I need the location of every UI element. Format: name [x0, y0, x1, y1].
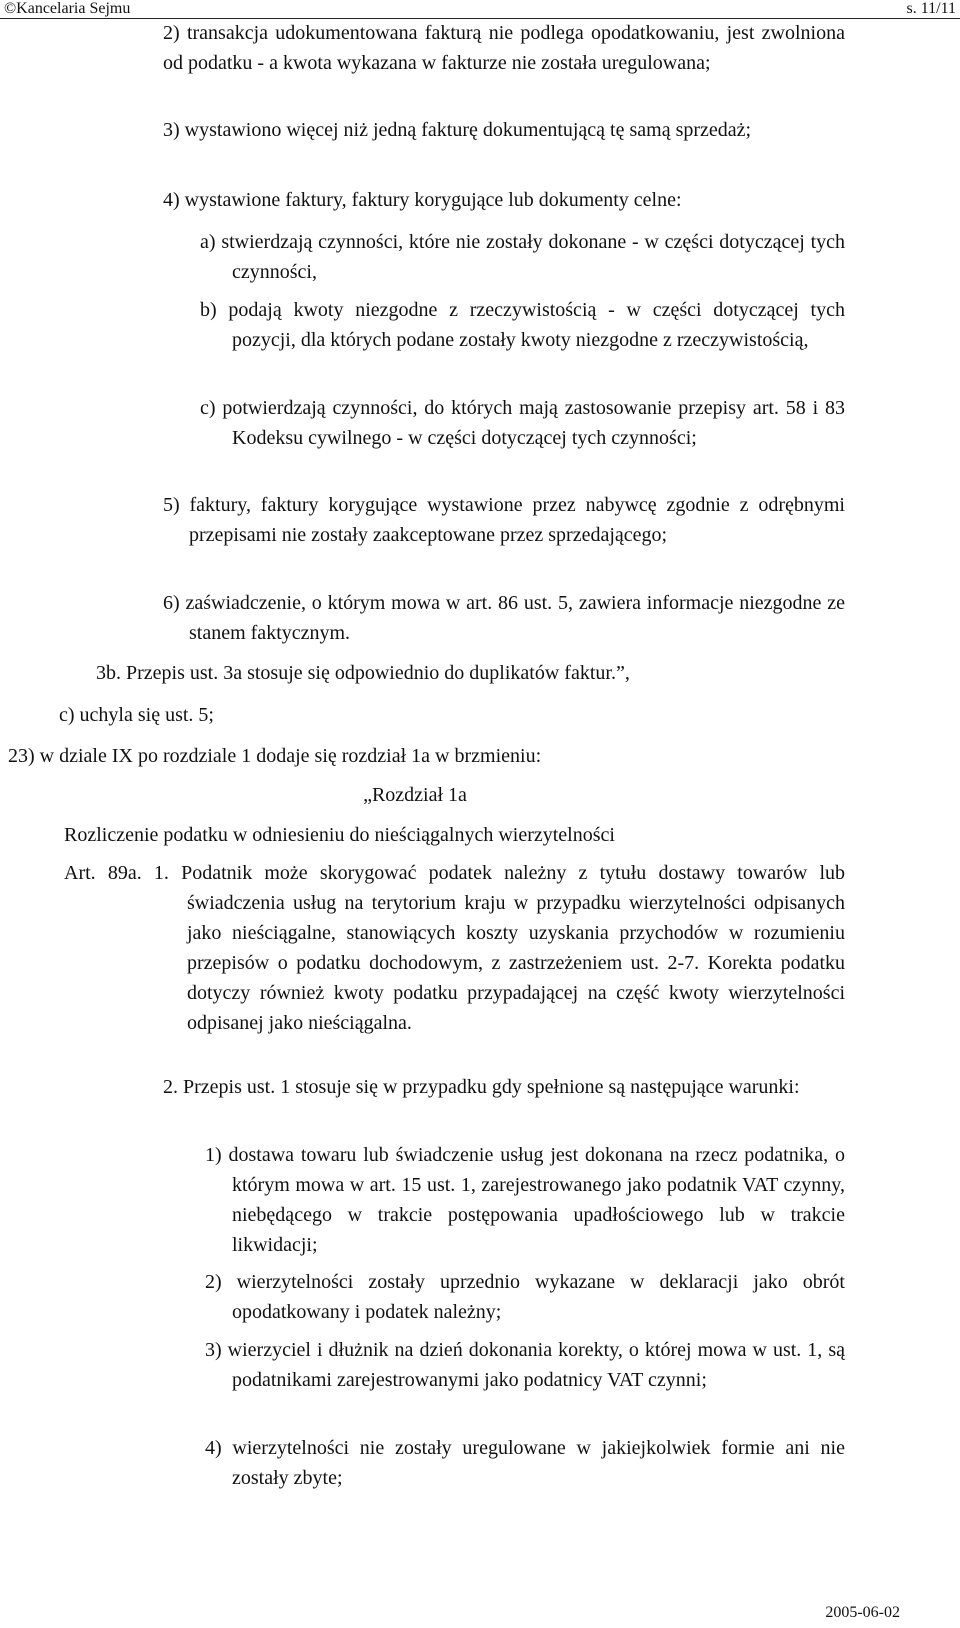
item-4b: b) podają kwoty niezgodne z rzeczywistością - w części dotyczącej tych pozycji, dla których podane zostały kwoty niezgodne z rzeczywistością,: [200, 299, 845, 351]
condition-1: 1) dostawa towaru lub świadczenie usług jest dokonana na rzecz podatnika, o którym mowa w art. 15 ust. 1, zarejestrowanego jako podatnik VAT czynny, niebędącego w trakcie postępowania upadłościowego lub w trakcie likwidacji;: [205, 1144, 845, 1256]
header-copyright: ©Kancelaria Sejmu: [4, 0, 131, 17]
item-4a: a) stwierdzają czynności, które nie zostały dokonane - w części dotyczącej tych czynności,: [200, 231, 845, 283]
item-5: 5) faktury, faktury korygujące wystawione przez nabywcę zgodnie z odrębnymi przepisami nie zostały zaakceptowane przez sprzedającego;: [163, 494, 845, 546]
article-89a-par-1: Art. 89a. 1. Podatnik może skorygować podatek należny z tytułu dostawy towarów lub świadczenia usług na terytorium kraju w przypadku wierzytelności odpisanych jako nieściągalne, stanowiących koszty uzyskania przychodów w rozumieniu przepisów o podatku dochodowym, z zastrzeżeniem ust. 2-7. Korekta podatku dotyczy również kwoty podatku przypadającej na część kwoty wierzytelności odpisanej jako nieściągalna.: [64, 862, 845, 1034]
condition-4: 4) wierzytelności nie zostały uregulowane w jakiejkolwiek formie ani nie zostały zbyte;: [205, 1437, 845, 1489]
page-header: [0, 0, 960, 20]
item-4: 4) wystawione faktury, faktury korygujące lub dokumenty celne:: [163, 189, 682, 211]
item-c: c) uchyla się ust. 5;: [59, 704, 214, 726]
item-23: 23) w dziale IX po rozdziale 1 dodaje się rozdział 1a w brzmieniu:: [8, 745, 542, 767]
paragraph-3b: 3b. Przepis ust. 3a stosuje się odpowiednio do duplikatów faktur.”,: [96, 662, 630, 684]
item-3: 3) wystawiono więcej niż jedną fakturę dokumentującą tę samą sprzedaż;: [163, 119, 752, 141]
article-89a-par-2: 2. Przepis ust. 1 stosuje się w przypadku gdy spełnione są następujące warunki:: [163, 1076, 800, 1098]
condition-3: 3) wierzyciel i dłużnik na dzień dokonania korekty, o której mowa w ust. 1, są podatnikami zarejestrowanymi jako podatnicy VAT czynni;: [205, 1339, 845, 1391]
header-page-number: s. 11/11: [906, 0, 956, 17]
item-4c: c) potwierdzają czynności, do których mają zastosowanie przepisy art. 58 i 83 Kodeksu cywilnego - w części dotyczącej tych czynności;: [200, 397, 845, 449]
footer-date: 2005-06-02: [825, 1604, 900, 1621]
item-2: 2) transakcja udokumentowana fakturą nie podlega opodatkowaniu, jest zwolniona od podatku - a kwota wykazana w fakturze nie została uregulowana;: [163, 22, 845, 74]
chapter-label: „Rozdział 1a: [363, 784, 467, 806]
condition-2: 2) wierzytelności zostały uprzednio wykazane w deklaracji jako obrót opodatkowany i podatek należny;: [205, 1271, 845, 1323]
item-6: 6) zaświadczenie, o którym mowa w art. 86 ust. 5, zawiera informacje niezgodne ze stanem faktycznym.: [163, 592, 845, 644]
chapter-title: Rozliczenie podatku w odniesieniu do nieściągalnych wierzytelności: [64, 824, 615, 846]
